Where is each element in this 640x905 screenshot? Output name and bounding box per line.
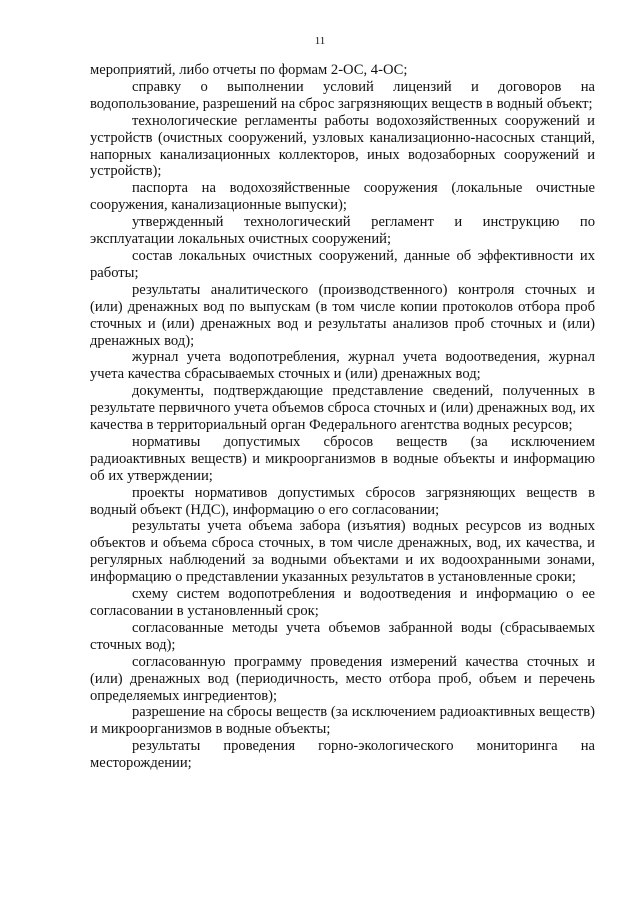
list-item-operating-instructions: утвержденный технологический регламент и инструкцию по эксплуатации локальных очистных сооружений; (90, 214, 595, 248)
list-item-discharge-permit: разрешение на сбросы веществ (за исключением радиоактивных веществ) и микроорганизмов в водные объекты; (90, 704, 595, 738)
page-number: 11 (314, 35, 326, 47)
list-item-license-compliance: справку о выполнении условий лицензий и договоров на водопользование, разрешений на сброс загрязняющих веществ в водный объект; (90, 78, 595, 112)
list-item-facility-passports: паспорта на водохозяйственные сооружения (локальные очистные сооружения, канализационные выпуски); (90, 180, 595, 214)
list-item-reporting-documents: документы, подтверждающие представление сведений, полученных в результате первичного учета объемов сброса сточных и (или) дренажных вод, их качества в территориальный орган Федерального агентства водных ресурсов; (90, 383, 595, 434)
list-item-analytical-control: результаты аналитического (производственного) контроля сточных и (или) дренажных вод по выпускам (в том числе копии протоколов отбора проб сточных и (или) дренажных вод и результаты анализов проб сточных и (или) дренажных вод); (90, 281, 595, 349)
list-item-accounting-methods: согласованные методы учета объемов забранной воды (сбрасываемых сточных вод); (90, 619, 595, 653)
list-item-treatment-composition: состав локальных очистных сооружений, данные об эффективности их работы; (90, 247, 595, 281)
list-item-nds-projects: проекты нормативов допустимых сбросов загрязняющих веществ в водный объект (НДС), информацию о его согласовании; (90, 484, 595, 518)
list-item-water-logs: журнал учета водопотребления, журнал учета водоотведения, журнал учета качества сбрасываемых сточных и (или) дренажных вод; (90, 349, 595, 383)
list-item-intake-discharge-records: результаты учета объема забора (изъятия) водных ресурсов из водных объектов и объема сброса сточных, в том числе дренажных, вод, их качества, и регулярных наблюдений за водными объектами и их водоохранными зонами, информацию о представлении указанных результатов в установленные сроки; (90, 518, 595, 586)
list-item-measurement-program: согласованную программу проведения измерений качества сточных и (или) дренажных вод (периодичность, место отбора проб, объем и перечень определяемых ингредиентов); (90, 653, 595, 704)
list-item-mining-monitoring: результаты проведения горно-экологического мониторинга на месторождении; (90, 738, 595, 772)
list-item-technological-regulations: технологические регламенты работы водохозяйственных сооружений и устройств (очистных сооружений, узловых канализационно-насосных станций, напорных канализационных коллекторов, иных водозаборных сооружений и устройств); (90, 112, 595, 180)
paragraph-continuation: мероприятий, либо отчеты по формам 2-ОС, 4-ОС; (90, 62, 408, 78)
list-item-water-system-scheme: схему систем водопотребления и водоотведения и информацию о ее согласовании в установленный срок; (90, 586, 595, 619)
list-item-discharge-standards: нормативы допустимых сбросов веществ (за исключением радиоактивных веществ) и микроорганизмов в водные объекты и информацию об их утверждении; (90, 433, 595, 484)
document-body (90, 62, 595, 772)
